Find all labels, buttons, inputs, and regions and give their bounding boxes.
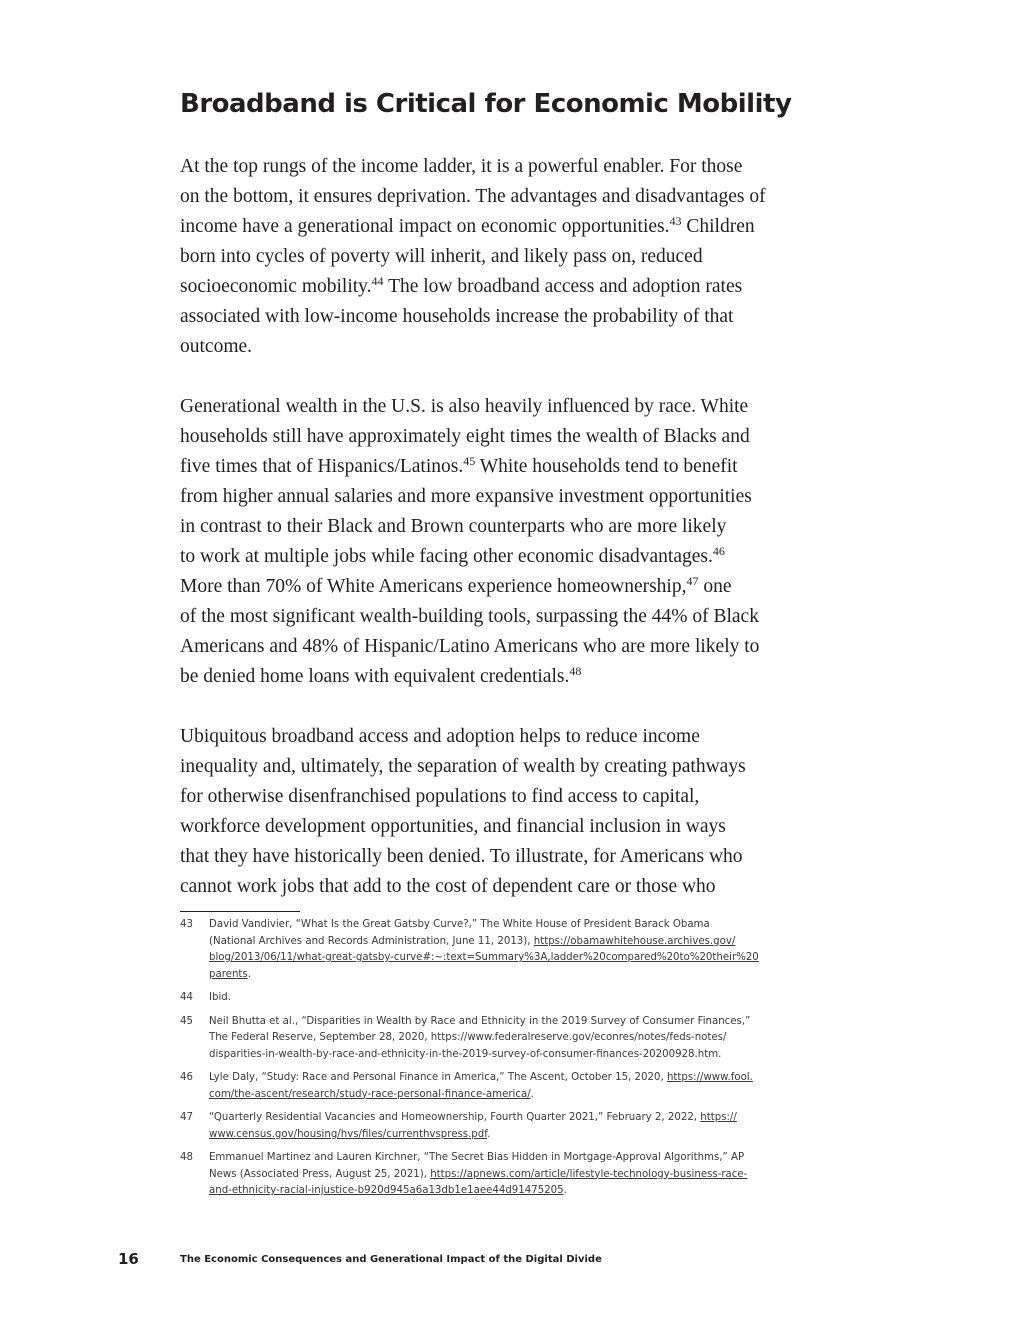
text-line: five times that of Hispanics/Latinos.$^{45}$ White households tend to benefit bbox=[180, 454, 738, 477]
text-line: At the top rungs of the income ladder, it is a powerful enabler. For those bbox=[180, 156, 743, 177]
footnote-link[interactable]: https:// bbox=[700, 1112, 737, 1123]
footnote-ref-45[interactable]: 45 bbox=[463, 454, 476, 468]
footnote-divider bbox=[180, 911, 300, 912]
footnote-link[interactable]: and-ethnicity-racial-injustice-b920d945a6a13db1e1aee44d91475205 bbox=[209, 1185, 564, 1196]
footnote-link[interactable]: https://www.fool. bbox=[666, 1072, 753, 1083]
page-title: Broadband is Critical for Economic Mobility bbox=[180, 89, 792, 119]
footnote-line: Neil Bhutta et al., “Disparities in Wealth by Race and Ethnicity in the 2019 Survey of Consumer Finances,” bbox=[209, 1015, 751, 1027]
footnote-line: David Vandivier, “What Is the Great Gatsby Curve?,” The White House of President Barack Obama bbox=[209, 919, 710, 930]
paragraph-1 bbox=[180, 152, 780, 362]
text-line: to work at multiple jobs while facing other economic disadvantages.$^{46}$ bbox=[180, 544, 725, 567]
paragraph-3 bbox=[180, 722, 780, 902]
text-line: socioeconomic mobility.$^{44}$ The low broadband access and adoption rates bbox=[180, 274, 743, 297]
footnote-45 bbox=[180, 1014, 780, 1064]
footnote-link[interactable]: blog/2013/06/11/what-great-gatsby-curve#:~:text=Summary%3A,ladder%20compared%20to%20their%20 bbox=[209, 952, 759, 963]
footnote-number: 48 bbox=[180, 1152, 193, 1163]
footnote-46 bbox=[180, 1070, 780, 1103]
footnote-line: The Federal Reserve, September 28, 2020, https://www.federalreserve.gov/econres/notes/feds-notes/ bbox=[209, 1032, 727, 1043]
text-line: Americans and 48% of Hispanic/Latino Americans who are more likely to bbox=[180, 636, 760, 657]
footnotes bbox=[180, 917, 780, 1207]
text-line: income have a generational impact on economic opportunities.$^{43}$ Children bbox=[180, 214, 755, 237]
footnote-line: Ibid. bbox=[209, 992, 232, 1003]
footnote-line: (National Archives and Records Administration, June 11, 2013), https://obamawhitehouse.archives.gov/ bbox=[209, 935, 736, 947]
text-line: be denied home loans with equivalent credentials.$^{48}$ bbox=[180, 664, 582, 687]
text-line: of the most significant wealth-building tools, surpassing the 44% of Black bbox=[180, 606, 759, 627]
footnote-line: Emmanuel Martinez and Lauren Kirchner, “The Secret Bias Hidden in Mortgage-Approval Algorithms,” AP bbox=[209, 1152, 745, 1163]
footnote-47 bbox=[180, 1110, 780, 1143]
footnote-ref-44[interactable]: 44 bbox=[371, 274, 384, 288]
footnote-line: com/the-ascent/research/study-race-personal-finance-america/. bbox=[209, 1088, 534, 1100]
footnote-link[interactable]: https://apnews.com/article/lifestyle-technology-business-race- bbox=[430, 1168, 748, 1180]
footnote-ref-46[interactable]: 46 bbox=[712, 544, 725, 558]
footnote-number: 46 bbox=[180, 1072, 193, 1083]
text-line: associated with low-income households increase the probability of that bbox=[180, 306, 734, 327]
footnote-line: disparities-in-wealth-by-race-and-ethnicity-in-the-2019-survey-of-consumer-finances-20200928.htm. bbox=[209, 1048, 722, 1060]
page-number: 16 bbox=[118, 1250, 139, 1268]
footnote-ref-47[interactable]: 47 bbox=[686, 574, 699, 588]
text-line: households still have approximately eight times the wealth of Blacks and bbox=[180, 426, 750, 447]
text-line: that they have historically been denied. To illustrate, for Americans who bbox=[180, 846, 743, 867]
footnote-number: 47 bbox=[180, 1112, 193, 1123]
footnote-ref-48[interactable]: 48 bbox=[569, 664, 582, 678]
footnote-number: 44 bbox=[180, 992, 193, 1003]
text-line: for otherwise disenfranchised populations to find access to capital, bbox=[180, 786, 700, 807]
footnote-48 bbox=[180, 1150, 780, 1200]
footnote-line: www.census.gov/housing/hvs/files/currenthvspress.pdf. bbox=[209, 1128, 491, 1140]
text-line: workforce development opportunities, and financial inclusion in ways bbox=[180, 816, 726, 837]
paragraph-2 bbox=[180, 392, 780, 692]
footnote-line: News (Associated Press, August 25, 2021), https://apnews.com/article/lifestyle-technology-business-race- bbox=[209, 1168, 748, 1180]
running-footer-title: The Economic Consequences and Generational Impact of the Digital Divide bbox=[180, 1254, 602, 1265]
footnote-link[interactable]: https://obamawhitehouse.archives.gov/ bbox=[533, 935, 736, 947]
text-line: outcome. bbox=[180, 336, 253, 357]
body-text bbox=[180, 152, 780, 932]
text-line: on the bottom, it ensures deprivation. The advantages and disadvantages of bbox=[180, 186, 766, 207]
footnote-link[interactable]: www.census.gov/housing/hvs/files/currenthvspress.pdf bbox=[209, 1128, 488, 1140]
text-line: inequality and, ultimately, the separation of wealth by creating pathways bbox=[180, 756, 746, 777]
footnote-link[interactable]: com/the-ascent/research/study-race-personal-finance-america/ bbox=[209, 1088, 531, 1100]
footnote-link[interactable]: parents bbox=[209, 968, 248, 980]
text-line: Generational wealth in the U.S. is also heavily influenced by race. White bbox=[180, 396, 749, 417]
footnote-line: parents. bbox=[209, 968, 251, 980]
footnote-line: Lyle Daly, “Study: Race and Personal Finance in America,” The Ascent, October 15, 2020, https://www.fool. bbox=[209, 1072, 753, 1083]
footnote-number: 43 bbox=[180, 919, 193, 930]
footnote-44 bbox=[180, 990, 780, 1007]
footnote-line bbox=[209, 950, 780, 967]
text-line: More than 70% of White Americans experience homeownership,$^{47}$ one bbox=[180, 574, 732, 597]
footnote-line: and-ethnicity-racial-injustice-b920d945a6a13db1e1aee44d91475205. bbox=[209, 1185, 567, 1196]
footnote-line: “Quarterly Residential Vacancies and Homeownership, Fourth Quarter 2021,” February 2, 2022, https:// bbox=[209, 1112, 737, 1123]
footnote-number: 45 bbox=[180, 1015, 193, 1027]
footnote-ref-43[interactable]: 43 bbox=[669, 214, 682, 228]
text-line: from higher annual salaries and more expansive investment opportunities bbox=[180, 486, 752, 507]
text-line: in contrast to their Black and Brown counterparts who are more likely bbox=[180, 516, 727, 537]
text-line: Ubiquitous broadband access and adoption helps to reduce income bbox=[180, 726, 700, 747]
footnote-43 bbox=[180, 917, 780, 983]
text-line: cannot work jobs that add to the cost of dependent care or those who bbox=[180, 876, 716, 897]
text-line: born into cycles of poverty will inherit, and likely pass on, reduced bbox=[180, 246, 703, 267]
